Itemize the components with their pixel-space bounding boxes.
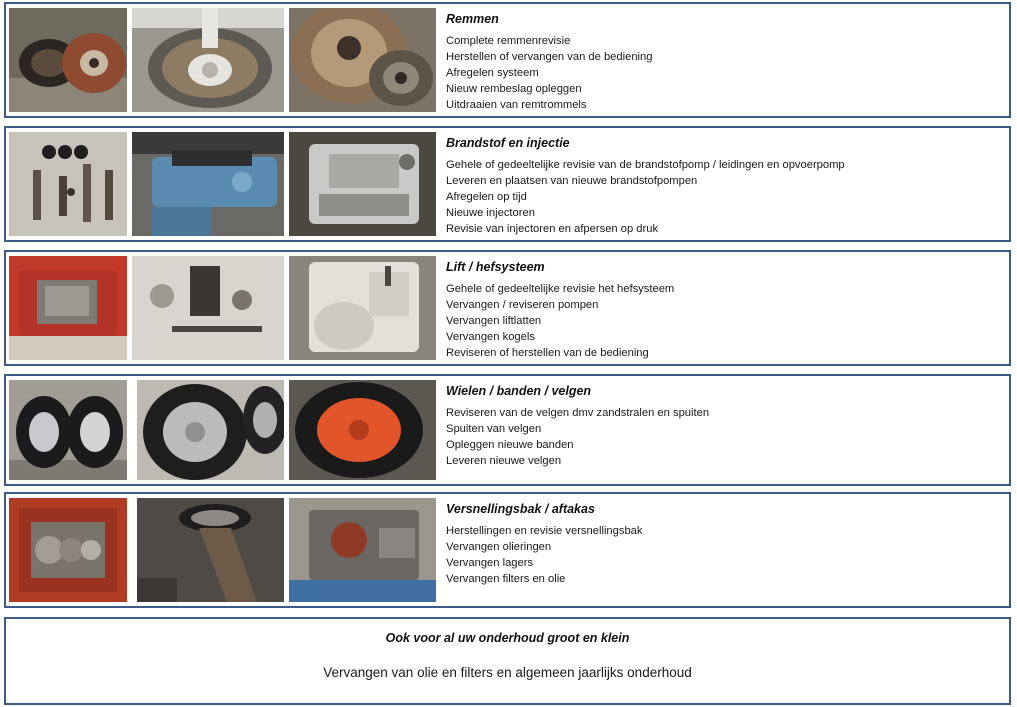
brake-drum-photo <box>9 8 127 112</box>
service-item: Vervangen kogels <box>446 331 535 343</box>
small-wheels-photo <box>9 380 127 480</box>
section-onderhoud <box>4 617 1011 705</box>
section-text <box>446 502 1003 587</box>
grey-wheels-photo <box>137 380 284 480</box>
section-text <box>446 136 1003 237</box>
service-item: Complete remmenrevisie <box>446 35 571 47</box>
section-wielen <box>4 374 1011 486</box>
service-item: Reviseren van de velgen dmv zandstralen en spuiten <box>446 407 710 419</box>
section-text <box>446 384 1003 469</box>
service-item: Reviseren of herstellen van de bediening <box>446 347 649 359</box>
service-item: Vervangen olieringen <box>446 541 552 553</box>
service-item: Vervangen liftlatten <box>446 315 542 327</box>
service-item: Vervangen / reviseren pompen <box>446 299 599 311</box>
service-item: Gehele of gedeeltelijke revisie van de brandstofpomp / leidingen en opvoerpomp <box>446 159 845 171</box>
section-title: Versnellingsbak / aftakas <box>446 502 595 516</box>
service-item: Opleggen nieuwe banden <box>446 439 574 451</box>
injectors-photo <box>9 132 127 236</box>
service-list <box>446 157 1003 237</box>
lift-parts-photo <box>132 256 284 360</box>
service-list <box>446 405 1003 469</box>
service-item: Nieuwe injectoren <box>446 207 535 219</box>
section-title: Lift / hefsysteem <box>446 260 545 274</box>
gearbox-photo <box>9 498 127 602</box>
section-text <box>446 12 1003 113</box>
service-item: Gehele of gedeeltelijke revisie het hefsysteem <box>446 283 675 295</box>
bearing-shaft-photo <box>137 498 284 602</box>
service-item: Herstellingen en revisie versnellingsbak <box>446 525 643 537</box>
section-title: Brandstof en injectie <box>446 136 570 150</box>
footer-text: Vervangen van olie en filters en algemeen jaarlijks onderhoud <box>323 665 692 680</box>
gearbox-housing-photo <box>289 498 436 602</box>
brake-assembly-photo <box>132 8 284 112</box>
service-item: Vervangen filters en olie <box>446 573 566 585</box>
service-item: Afregelen op tijd <box>446 191 527 203</box>
hydraulic-unit-photo <box>289 256 436 360</box>
orange-wheel-photo <box>289 380 436 480</box>
service-item: Nieuw rembeslag opleggen <box>446 83 582 95</box>
section-title: Wielen / banden / velgen <box>446 384 592 398</box>
service-item: Revisie van injectoren en afpersen op druk <box>446 223 659 235</box>
service-list <box>446 523 1003 587</box>
service-list <box>446 281 1003 361</box>
engine-block-photo <box>289 132 436 236</box>
service-item: Afregelen systeem <box>446 67 539 79</box>
service-item: Spuiten van velgen <box>446 423 542 435</box>
brake-disc-photo <box>289 8 436 112</box>
section-text <box>446 260 1003 361</box>
service-item: Herstellen of vervangen van de bediening <box>446 51 653 63</box>
service-item: Uitdraaien van remtrommels <box>446 99 587 111</box>
section-brandstof <box>4 126 1011 242</box>
service-item: Leveren nieuwe velgen <box>446 455 562 467</box>
section-title: Remmen <box>446 12 499 26</box>
section-remmen <box>4 2 1011 118</box>
footer-title: Ook voor al uw onderhoud groot en klein <box>385 631 630 645</box>
service-list <box>446 33 1003 113</box>
service-item: Leveren en plaatsen van nieuwe brandstofpompen <box>446 175 698 187</box>
service-item: Vervangen lagers <box>446 557 534 569</box>
lift-housing-photo <box>9 256 127 360</box>
section-versnellingsbak <box>4 492 1011 608</box>
fuel-pump-photo <box>132 132 284 236</box>
section-lift <box>4 250 1011 366</box>
